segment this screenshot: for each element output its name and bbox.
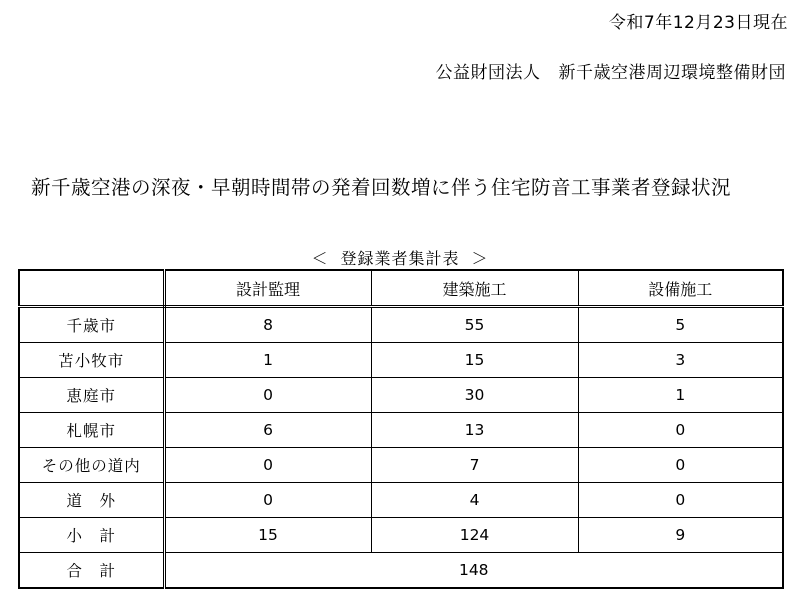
as-of-date: 令和7年12月23日現在 [608, 13, 788, 33]
equipment-count-cell: 0 [578, 413, 783, 448]
construction-count-cell: 55 [371, 307, 578, 343]
table-row [19, 413, 783, 448]
document-title: 新千歳空港の深夜・早朝時間帯の発着回数増に伴う住宅防音工事業者登録状況 [31, 176, 732, 199]
table-row [19, 343, 783, 378]
subtotal-design-cell: 15 [164, 518, 371, 553]
design-count-cell: 1 [164, 343, 371, 378]
row-label: 千歳市 [19, 307, 164, 343]
subtotal-row [19, 518, 783, 553]
table-header-row [19, 270, 783, 307]
table-row [19, 483, 783, 518]
equipment-count-cell: 5 [578, 307, 783, 343]
row-label: 苫小牧市 [19, 343, 164, 378]
row-label: その他の道内 [19, 448, 164, 483]
total-row [19, 553, 783, 589]
organization-title: 新千歳空港周辺環境整備財団 [558, 63, 786, 83]
organization-name [436, 58, 787, 83]
row-label: 道 外 [19, 483, 164, 518]
row-label: 恵庭市 [19, 378, 164, 413]
subtotal-equipment-cell: 9 [578, 518, 783, 553]
design-count-cell: 8 [164, 307, 371, 343]
registration-summary-table [18, 269, 784, 589]
design-count-cell: 0 [164, 483, 371, 518]
subtotal-construction-cell: 124 [371, 518, 578, 553]
total-value-cell: 148 [164, 553, 783, 589]
total-label: 合 計 [19, 553, 164, 589]
design-count-cell: 0 [164, 448, 371, 483]
equipment-count-cell: 1 [578, 378, 783, 413]
subtotal-label: 小 計 [19, 518, 164, 553]
equipment-count-cell: 0 [578, 448, 783, 483]
equipment-count-cell: 0 [578, 483, 783, 518]
column-header-construction: 建築施工 [371, 270, 578, 307]
table-row [19, 307, 783, 343]
construction-count-cell: 4 [371, 483, 578, 518]
column-header-design-supervision: 設計監理 [164, 270, 371, 307]
construction-count-cell: 15 [371, 343, 578, 378]
construction-count-cell: 30 [371, 378, 578, 413]
caption-text: 登録業者集計表 [340, 249, 460, 268]
table-caption [0, 246, 800, 269]
table-row [19, 448, 783, 483]
construction-count-cell: 7 [371, 448, 578, 483]
header-corner-cell [19, 270, 164, 307]
organization-type: 公益財団法人 [435, 63, 541, 83]
design-count-cell: 0 [164, 378, 371, 413]
construction-count-cell: 13 [371, 413, 578, 448]
caption-close-bracket: ＞ [471, 249, 489, 268]
table-row [19, 378, 783, 413]
design-count-cell: 6 [164, 413, 371, 448]
row-label: 札幌市 [19, 413, 164, 448]
caption-open-bracket: ＜ [311, 249, 329, 268]
column-header-equipment: 設備施工 [578, 270, 783, 307]
equipment-count-cell: 3 [578, 343, 783, 378]
